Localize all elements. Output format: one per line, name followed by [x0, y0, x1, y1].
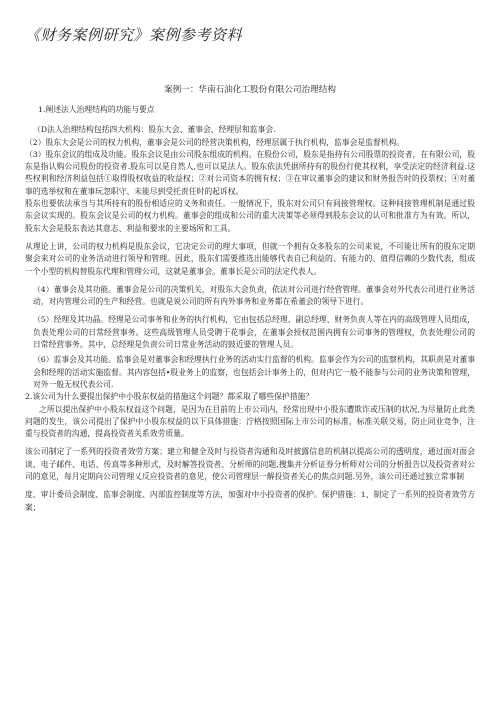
- paragraph: （2）股东大会是公司的权力机构，董事会是公司的经营决策机构，经理层属于执行机构，监事会是监督机构。: [25, 137, 405, 147]
- question-2: 2.该公司为什么要提出保护中小股东权益的措施这个问题？都采取了哪些保护措施？: [25, 392, 314, 402]
- paragraph: （5）经理及其功晶。经理是公司事务和业务的执行机构，它由包括总经理、副总经理、财务负责人等在内的高级管理人员组成，负表处理公司的日常经营事务。这些高级管理人员受聘于花事会，在董事会授权范围内拥有公司事务的管理权，负表处理公司的日常经营事务。其中，总经理是负责公司日常业务活动的鼓近要的管理人员。: [33, 315, 475, 350]
- paragraph: （3）股东会议的组成及功能。股东会议是由公司股东组成的机构。在股份公司，股东是指持有公司股票的投资者，在有限公司，股东是指认购公司股份的投资者.股东可以是自然人,也可以是法人。股东依法凭据所持有的股份行使其权利，享受法定的经济利益.这些权利和经济利益包括①取得股权收益的收益权；②对公司资本的拥有权；③在审议董事会的建议和财务报告时的投票权；④对董事的选举权和在董事玩忽职守、未能尽到受托责任时的起诉权。: [25, 149, 475, 196]
- paragraph: （4）董事会及其功能。董事会是公司的决策机关，对股东大会负责，依法对公司进行经营管理。董事会对外代表公司进行业务活动，对内管理公司的生产和经营。也就是说公司的所有内外事务和业务都在希董会的领导下进行。: [33, 284, 475, 307]
- paragraph: （D法人治理结构包括四大机构：股东大会、董事会、经理层和监事会.: [33, 125, 276, 135]
- paragraph: 之所以提出保护中小股东权益这个问题，是因为在目前的上市公司内，经常出现中小股东遭欺诈或压制的状况,为尽量防止此类问题的发生，该公司提出了保护中小股东权益的以下具体措施：泞格按照国际上市公司的标准，标准关联交易，防止同业竞争，注重与投资者的沟通，提高投资者关系效劳质量。: [25, 404, 475, 439]
- case-title: 案例一：华南石油化工股份有限公司治理结构: [164, 85, 336, 95]
- paragraph: 度、审计委员会制度、监事会制度、内部监控制度等方法，加强对中小投资者的保护。保护措施：1、制定了一系列的投资者效劳方案；: [25, 490, 475, 512]
- paragraph: 从理论上讲，公司的权力机构是股东会议，它决定公司的理大事项，但就一个拥有众多股东的公司来说，不可能让所有的股东定期聚会来对公司的业务活动进行领导和管理。因此，股东们需要推选出能够代表自己利益的、有能力的、值得信赖的少数代表，组成一个小型的机构替股东代理和管理公司，这就是董事会。董事长是公司的法定代表人。: [25, 241, 475, 276]
- paragraph: 该公司制定了一系列的投资者效劳方案；建立和健全及时与投资者沟通和及时披露信息的机制以提高公司的透明度，通过面对面会谈、电子邮件、电话、传真等多种形式，及时解答投资者、分析师的问题,搜集并分析证券分析师对公司的分析报告以及投资者对公司的意见，每月定期向公司管理乂反应投资者的意见，使公司管理层一解投资者关心的焦点问题.另外，该公司还通过独立常事制: [25, 447, 475, 482]
- question-1: 1.阐述法人治理结构的功能与要点: [38, 105, 155, 114]
- document-title: 《财务案例研究》案例参考资料: [25, 26, 243, 44]
- paragraph: （6）监事会及其功能。监事会是对董事会和经理执行业务的活动实行监督的机构。监事会作为公司的监察机构，其职责是对董事会和经理的活动实施监督。其内容包括•股业务上的监察，也包括会计事务上的，但对内它一般不能参与公司的业务决策和管理，对外一般无权代表公司.: [33, 355, 475, 389]
- paragraph: 股东也要依法承当与其所持有的股份相适应的义务和责任。一般情况下，股东对公司只有间接管理权。这种间接管理机制是通过股东会议实现的。股东会议是公司的权力机构。董事会的组成和公司的重大决策等必须得到股东会议的认可和批准方为有效。所以，股东大会是股东表达其意志、利益和要求的主要场所和工具。: [25, 199, 475, 233]
